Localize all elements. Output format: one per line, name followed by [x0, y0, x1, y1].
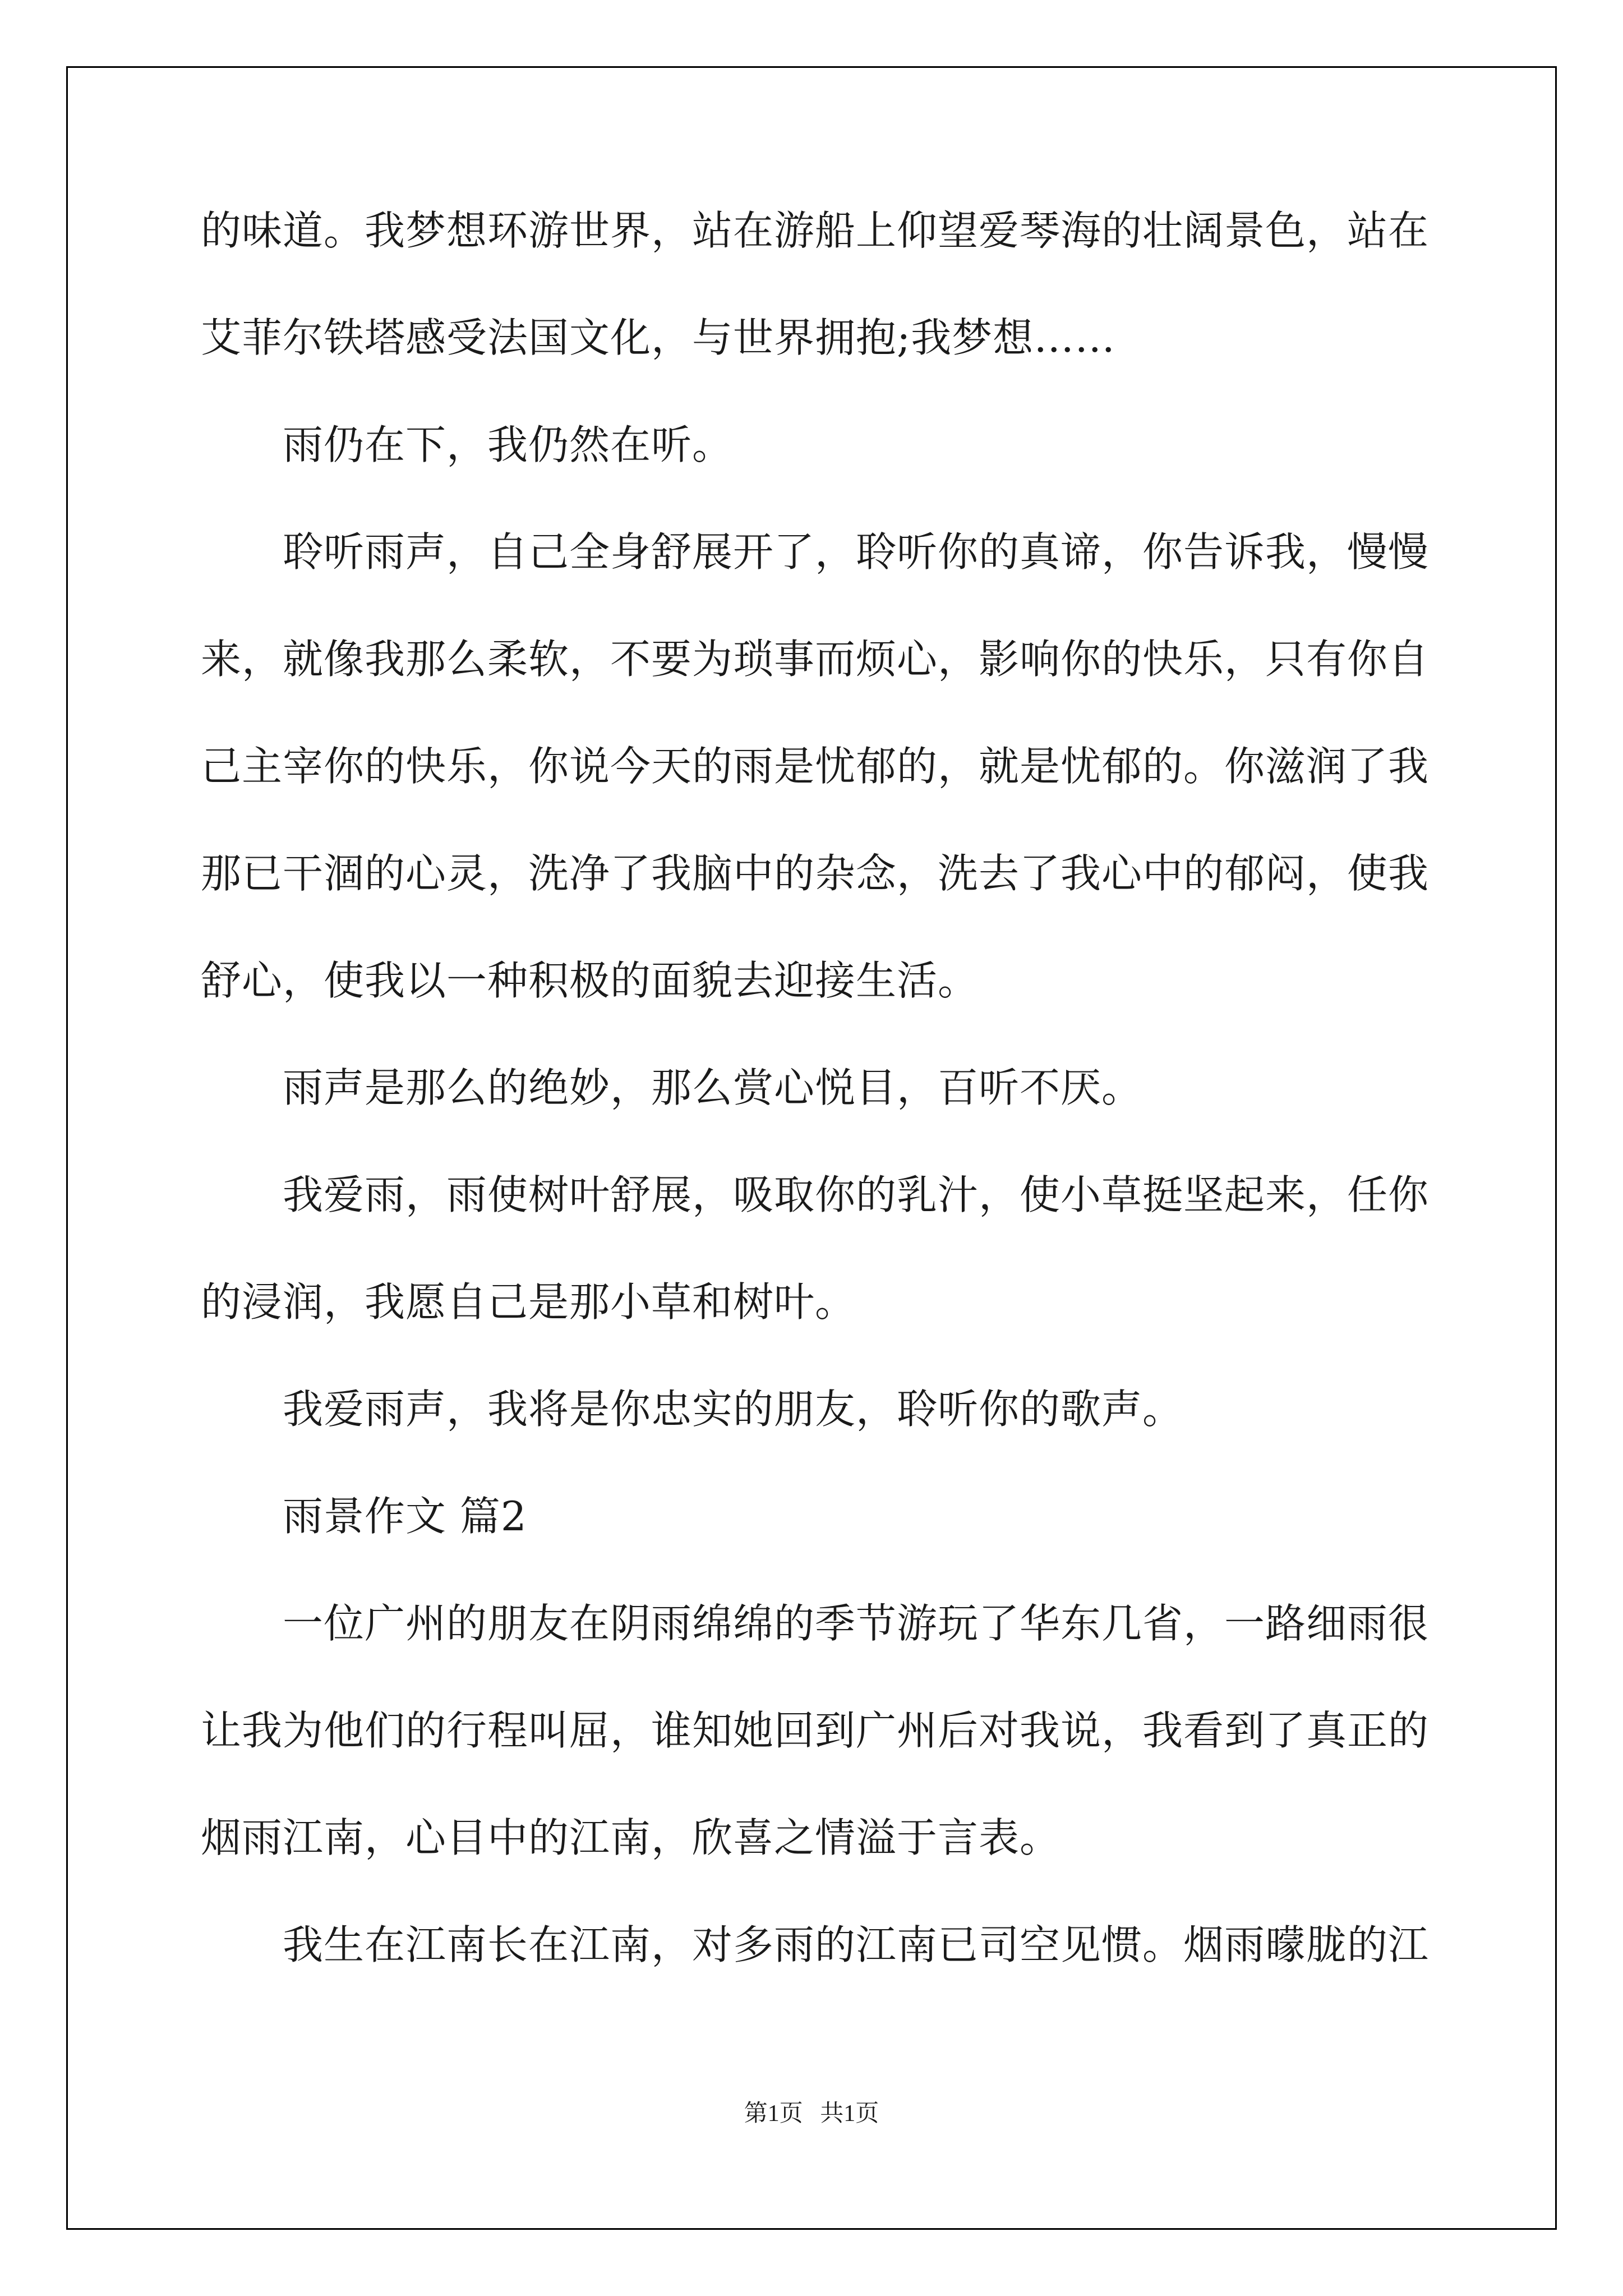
text-line: 雨仍在下，我仍然在听。 — [283, 421, 734, 468]
text-line: 我爱雨，雨使树叶舒展，吸取你的乳汁，使小草挺坚起来，任你 — [283, 1171, 1430, 1218]
text-line: 我生在江南长在江南，对多雨的江南已司空见惯。烟雨曚胧的江 — [283, 1921, 1430, 1968]
text-line: 雨声是那么的绝妙，那么赏心悦目，百听不厌。 — [283, 1064, 1143, 1111]
text-line: 那已干涸的心灵，洗净了我脑中的杂念，洗去了我心中的郁闷，使我 — [201, 850, 1430, 897]
text-line: 来，就像我那么柔软，不要为琐事而烦心，影响你的快乐，只有你自 — [201, 636, 1430, 683]
text-line: 艾菲尔铁塔感受法国文化，与世界拥抱;我梦想…… — [201, 314, 1116, 361]
text-line: 我爱雨声，我将是你忠实的朋友，聆听你的歌声。 — [283, 1386, 1184, 1433]
section-heading: 雨景作文 篇2 — [283, 1493, 527, 1540]
text-line: 让我为他们的行程叫屈，谁知她回到广州后对我说，我看到了真正的 — [201, 1707, 1430, 1754]
text-line: 一位广州的朋友在阴雨绵绵的季节游玩了华东几省，一路细雨很 — [283, 1600, 1430, 1647]
page-footer — [0, 2102, 1623, 2125]
text-line: 烟雨江南，心目中的江南，欣喜之情溢于言表。 — [201, 1814, 1061, 1861]
text-line: 的味道。我梦想环游世界，站在游船上仰望爱琴海的壮阔景色，站在 — [201, 207, 1430, 254]
text-line: 的浸润，我愿自己是那小草和树叶。 — [201, 1278, 856, 1326]
text-line: 己主宰你的快乐，你说今天的雨是忧郁的，就是忧郁的。你滋润了我 — [201, 743, 1430, 790]
page-number-current: 第1页 — [744, 2101, 803, 2127]
page-number-total: 共1页 — [820, 2101, 879, 2127]
text-line: 舒心，使我以一种积极的面貌去迎接生活。 — [201, 957, 979, 1004]
document-body — [201, 207, 1430, 2032]
text-line: 聆听雨声，自己全身舒展开了，聆听你的真谛，你告诉我，慢慢 — [283, 528, 1430, 576]
